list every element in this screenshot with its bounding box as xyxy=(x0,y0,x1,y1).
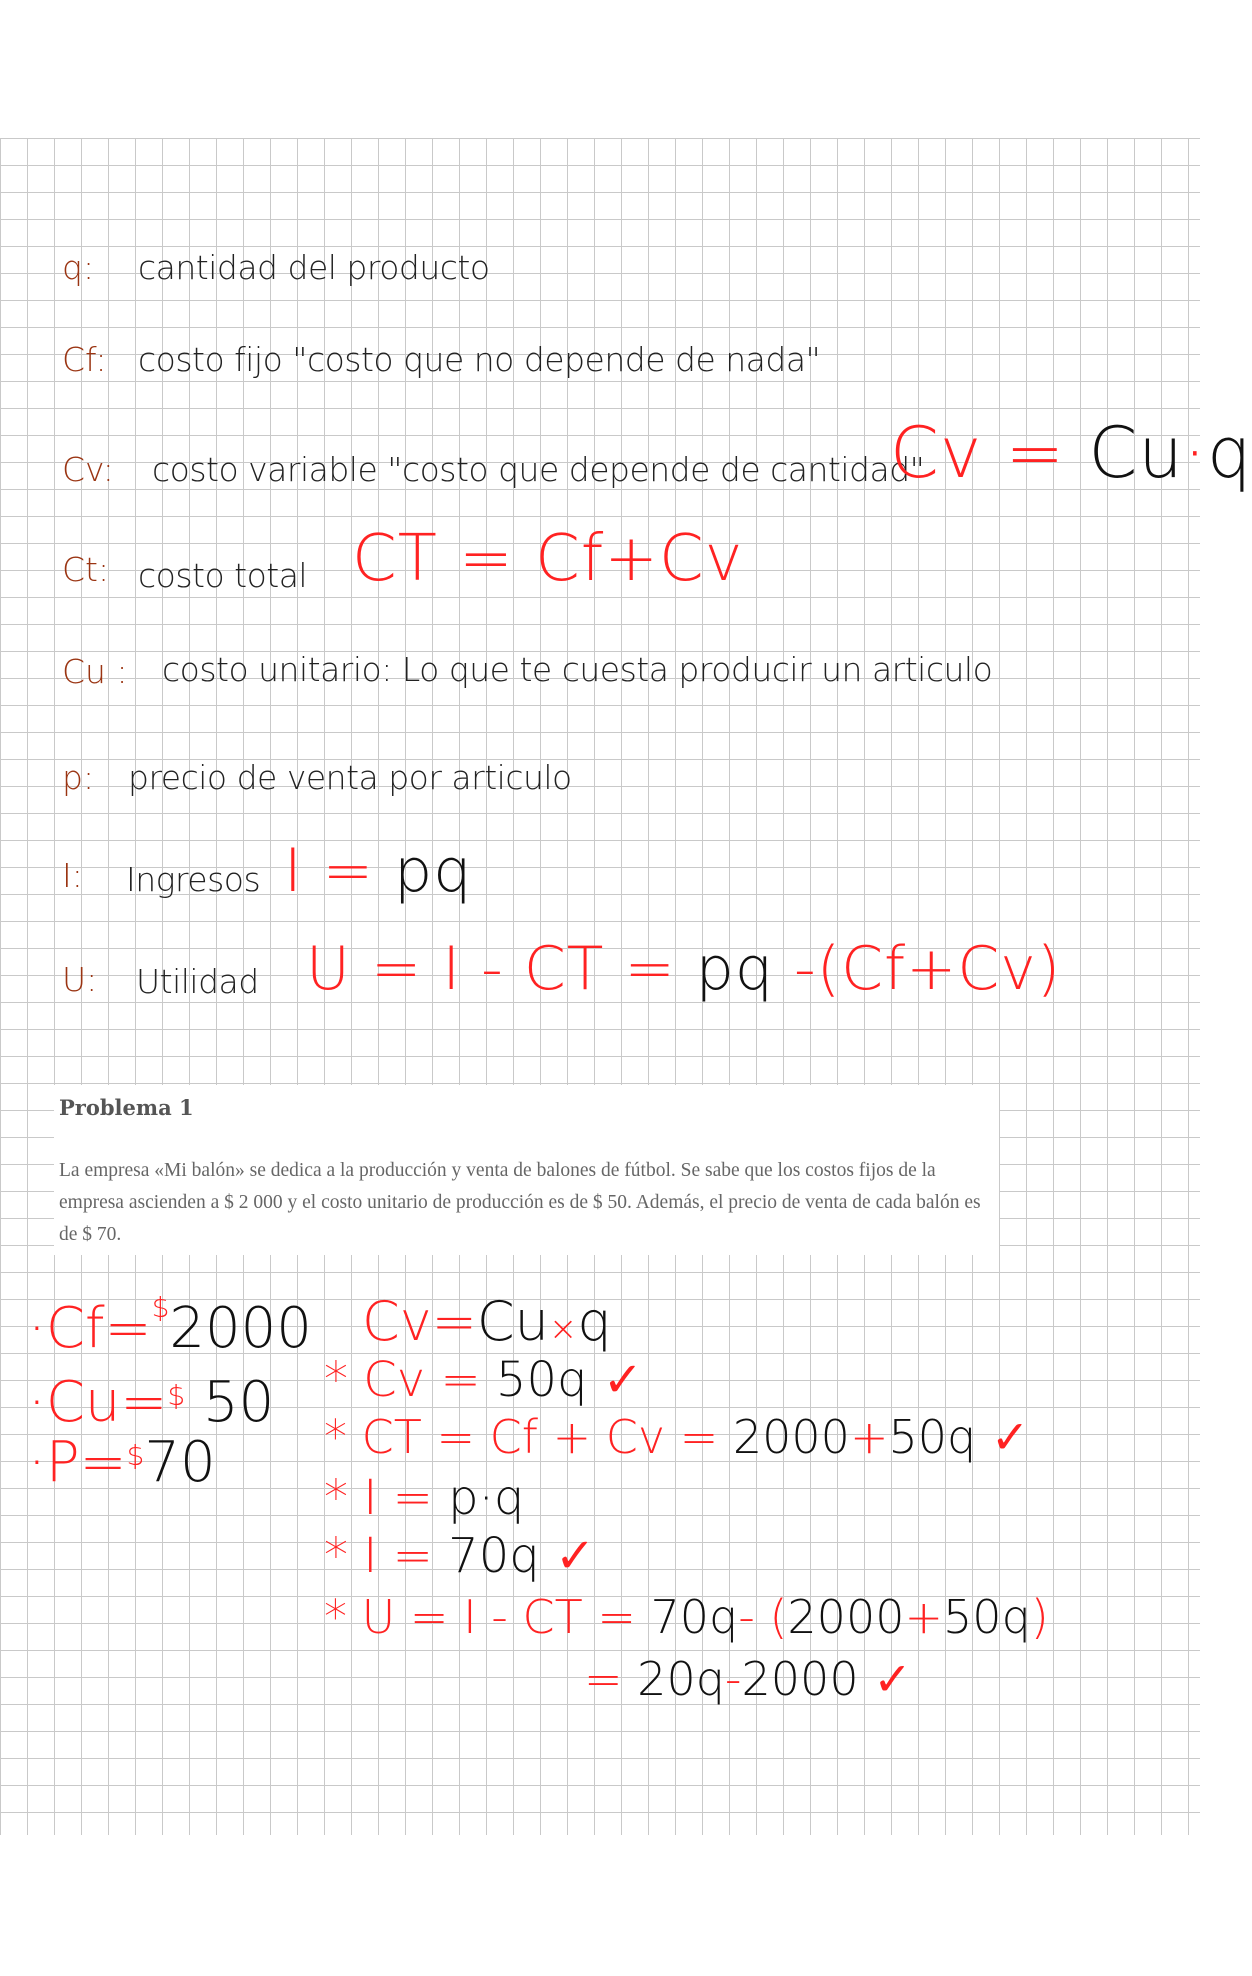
formula-cv-q: q xyxy=(1207,412,1252,494)
given-cu-var: Cu xyxy=(45,1370,121,1435)
given-cf-var: Cf xyxy=(45,1296,105,1361)
def-text-u: Utilidad xyxy=(136,962,259,1001)
given-p xyxy=(28,1430,216,1495)
formula-u xyxy=(306,934,1061,1004)
given-cf-bullet: · xyxy=(28,1296,46,1361)
def-text-cv: costo variable "costo que depende de cantidad" xyxy=(152,450,925,489)
work-line-1-times: × xyxy=(548,1309,578,1349)
formula-ct: CT = Cf+Cv xyxy=(352,522,744,596)
work-line-4-rhs: p·q xyxy=(448,1470,525,1526)
work-line-6-value: 70q xyxy=(650,1590,739,1644)
work-line-7-value2: 2000 xyxy=(741,1652,859,1706)
work-line-6-plus: + xyxy=(904,1590,944,1644)
work-line-2 xyxy=(324,1352,643,1408)
def-label-cu: Cu : xyxy=(62,652,128,691)
def-text-q: cantidad del producto xyxy=(138,248,490,287)
work-line-1 xyxy=(362,1290,612,1353)
work-line-4-lhs: * I = xyxy=(324,1470,433,1526)
problem-box xyxy=(54,1085,999,1255)
formula-cv-dot: · xyxy=(1183,412,1207,494)
def-label-u: U: xyxy=(62,960,98,999)
formula-u-rhs: -(Cf+Cv) xyxy=(794,934,1062,1004)
work-line-6-close: ) xyxy=(1030,1590,1049,1644)
def-text-ct: costo total xyxy=(138,556,308,595)
given-p-eq: = xyxy=(79,1430,127,1495)
check-mark-icon: ✓ xyxy=(990,1410,1030,1464)
work-line-3-plus: + xyxy=(849,1410,889,1464)
work-line-6-open: - ( xyxy=(738,1590,788,1644)
given-cu-bullet: · xyxy=(28,1370,46,1435)
work-line-6-value2: 2000 xyxy=(787,1590,905,1644)
work-line-3-value2: 50q xyxy=(888,1410,977,1464)
given-cu-eq: = xyxy=(120,1370,168,1435)
given-cu xyxy=(28,1370,274,1435)
given-cf xyxy=(28,1291,312,1361)
formula-u-lhs: U = I - CT = xyxy=(306,934,676,1004)
def-label-p: p: xyxy=(62,758,95,797)
problem-title: Problema 1 xyxy=(59,1095,194,1120)
formula-cv xyxy=(890,412,1252,494)
check-mark-icon: ✓ xyxy=(602,1352,643,1408)
work-line-7-value: 20q xyxy=(637,1652,725,1706)
work-line-5-rhs: 70q xyxy=(448,1528,540,1584)
work-line-1-cv: Cv xyxy=(362,1290,432,1353)
given-p-unit: $ xyxy=(126,1439,145,1472)
def-text-cf: costo fijo "costo que no depende de nada" xyxy=(138,340,821,379)
check-mark-icon: ✓ xyxy=(554,1528,596,1584)
def-label-cf: Cf: xyxy=(62,340,107,379)
def-label-cv: Cv: xyxy=(62,450,114,489)
given-p-var: P xyxy=(45,1430,80,1495)
work-line-6-value3: 50q xyxy=(943,1590,1031,1644)
work-line-2-lhs: * Cv = xyxy=(324,1352,481,1408)
work-line-2-rhs: 50q xyxy=(495,1352,588,1408)
given-cf-value: 2000 xyxy=(169,1296,312,1361)
def-label-q: q: xyxy=(62,248,95,287)
work-line-6-lhs: * U = I - CT = xyxy=(324,1590,636,1644)
work-line-3-lhs: * CT = Cf + Cv = xyxy=(324,1410,719,1464)
formula-u-pq: pq xyxy=(695,934,774,1004)
problem-text: La empresa «Mi balón» se dedica a la producción y venta de balones de fútbol. Se sabe que los costos fijos de la empresa ascienden a $ 2 000 y el costo unitario de producción es de $ 50. Además, el precio de venta de cada balón es de $ 70. xyxy=(59,1160,981,1245)
work-line-3 xyxy=(324,1410,1029,1464)
def-label-ct: Ct: xyxy=(62,550,110,589)
work-line-1-eq: = xyxy=(431,1290,477,1353)
work-line-6 xyxy=(324,1590,1049,1644)
check-mark-icon: ✓ xyxy=(873,1652,912,1706)
work-line-4 xyxy=(324,1470,524,1526)
work-line-1-cu: Cu xyxy=(476,1290,549,1353)
given-cu-unit: $ xyxy=(167,1379,186,1412)
work-line-7-minus: - xyxy=(724,1652,742,1706)
given-cf-unit: $ xyxy=(151,1291,170,1324)
given-p-bullet: · xyxy=(28,1430,46,1495)
def-text-cu: costo unitario: Lo que te cuesta producir un articulo xyxy=(162,650,993,689)
formula-i-lhs: I = xyxy=(284,836,375,906)
work-line-7 xyxy=(584,1652,912,1706)
formula-cv-cu: Cu xyxy=(1088,412,1184,494)
work-line-5 xyxy=(324,1528,595,1584)
work-line-5-lhs: * I = xyxy=(324,1528,433,1584)
def-label-i: I: xyxy=(62,856,83,895)
given-cf-eq: = xyxy=(104,1296,152,1361)
formula-i xyxy=(284,836,472,906)
work-line-1-q: q xyxy=(577,1290,612,1353)
def-text-i: Ingresos xyxy=(126,860,261,899)
work-line-3-value: 2000 xyxy=(732,1410,850,1464)
formula-cv-lhs: Cv = xyxy=(890,412,1066,494)
work-line-7-eq: = xyxy=(584,1652,623,1706)
formula-i-pq: pq xyxy=(394,836,473,906)
given-cu-value: 50 xyxy=(202,1370,275,1435)
def-text-p: precio de venta por articulo xyxy=(128,758,572,797)
given-p-value: 70 xyxy=(144,1430,216,1495)
